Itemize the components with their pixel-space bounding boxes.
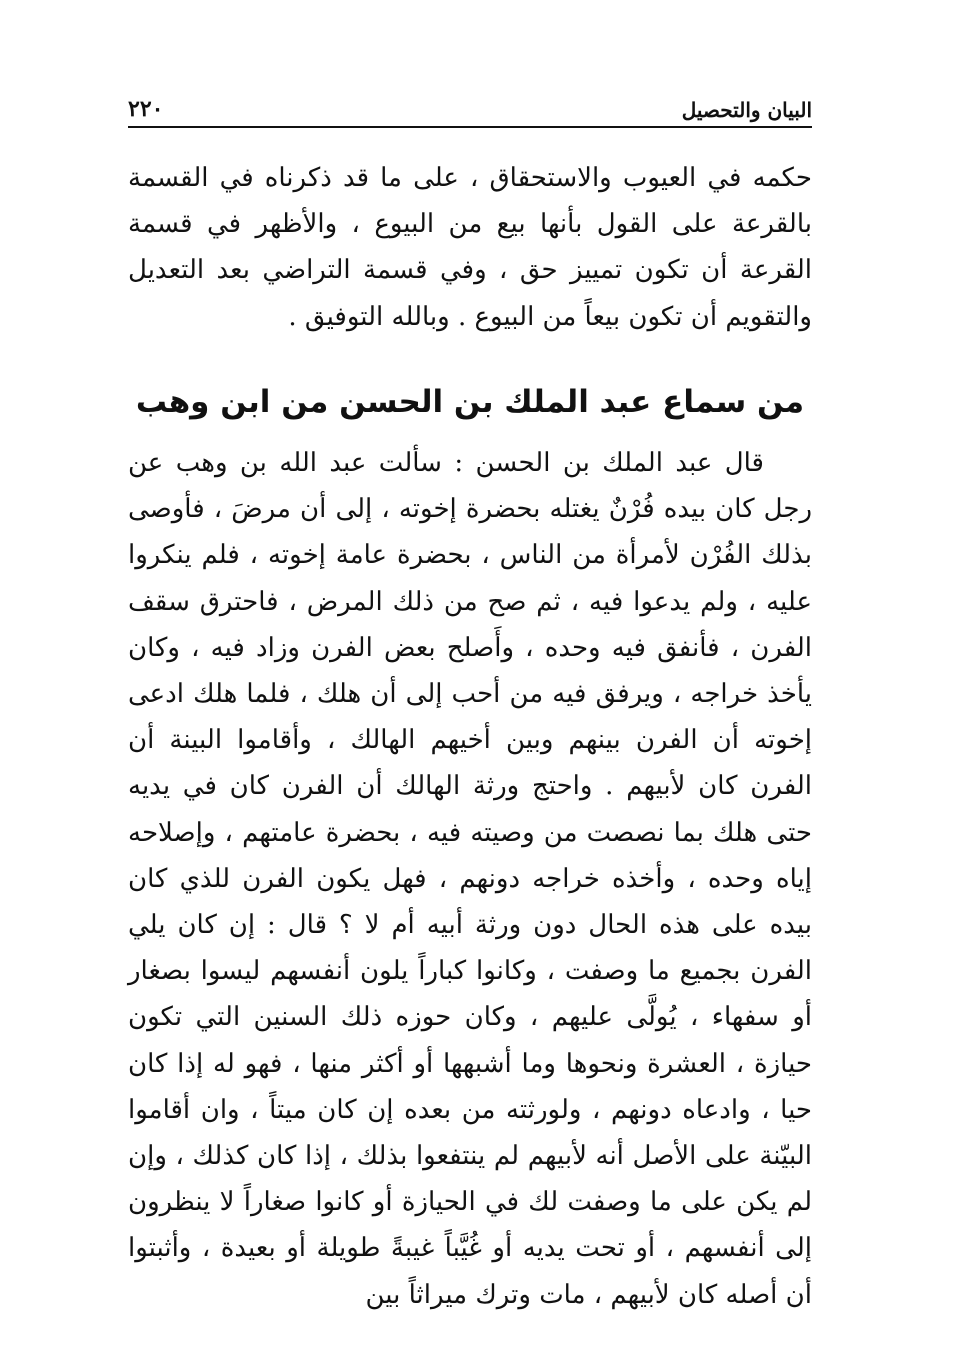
- paragraph-1: حكمه في العيوب والاستحقاق ، على ما قد ذكرناه في القسمة بالقرعة على القول بأنها بيع من البيوع ، والأظهر في قسمة القرعة أن تكون تمييز حق ، وفي قسمة التراضي بعد التعديل والتقويم أن تكون بيعاً من البيوع . وبالله التوفيق .: [128, 163, 812, 332]
- paragraph-2: قال عبد الملك بن الحسن : سألت عبد الله بن وهب عن رجل كان بيده فُرْنٌ يغتله بحضرة إخوته ، إلى أن مرضَ ، فأوصى بذلك الفُرْن لأمرأة من الناس ، بحضرة عامة إخوته ، فلم ينكروا عليه ، ولم يدعوا فيه ، ثم صح من ذلك المرض ، فاحترق سقف الفرن ، فأنفق فيه وحده ، وأَصلح بعض الفرن وزاد فيه ، وكان يأخذ خراجه ، ويرفق فيه من أحب إلى أن هلك ، فلما هلك ادعى إخوته أن الفرن بينهم وبين أخيهم الهالك ، وأقاموا البينة أن الفرن كان لأبيهم . واحتج ورثة الهالك أن الفرن كان في يديه حتى هلك بما نصصت من وصيته فيه ، بحضرة عامتهم ، وإصلاحه إياه وحده ، وأخذه خراجه دونهم ، فهل يكون الفرن للذي كان بيده على هذه الحال دون ورثة أبيه أم لا ؟ قال : إن كان يلي الفرن بجميع ما وصفت ، وكانوا كباراً يلون أنفسهم ليسوا بصغار أو سفهاء ، يُولَّى عليهم ، وكان حوزه ذلك السنين التي تكون حيازة ، العشرة ونحوها وما أشبهها أو أكثر منها ، فهو له إذا كان حيا ، وادعاه دونهم ، ولورثته من بعده إن كان ميتاً ، وان أقاموا البيّنة على الأصل أنه لأبيهم لم ينتفعوا بذلك ، إذا كان كذلك ، وإن لم يكن على ما وصفت لك في الحيازة أو كانوا صغاراً لا ينظرون إلى أنفسهم ، أو تحت يديه أو غُيَّباً غيبةً طويلة أو بعيدة ، وأثبتوا أن أصله كان لأبيهم ، مات وترك ميراثاً بين: [128, 448, 812, 1310]
- page-number: ٢٢٠: [128, 96, 164, 122]
- page-header: [128, 92, 812, 128]
- section-heading: من سماع عبد الملك بن الحسن من ابن وهب: [135, 384, 805, 420]
- running-title: البيان والتحصيل: [681, 98, 812, 122]
- paragraph-2-container: [128, 440, 812, 1318]
- paragraph-1-container: [128, 155, 812, 340]
